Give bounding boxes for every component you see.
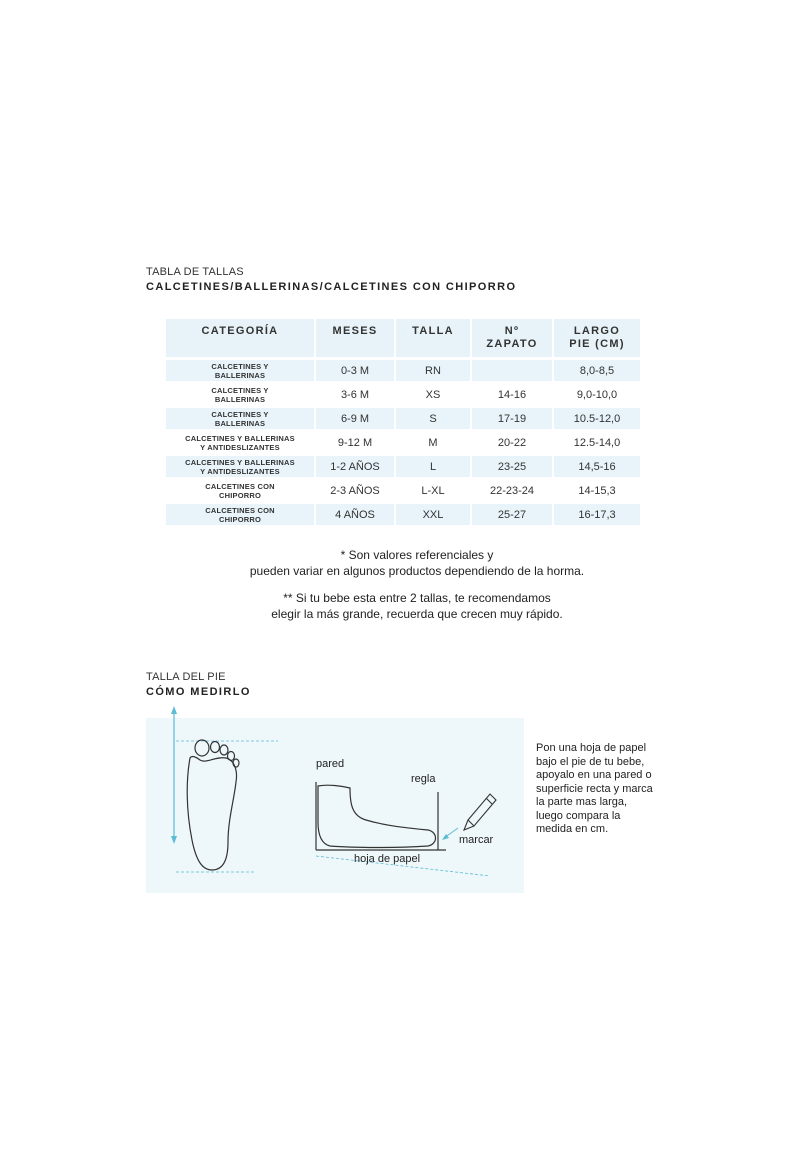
table-row — [166, 408, 640, 429]
cell-largo: 14-15,3 — [552, 480, 640, 501]
cell-categoria: CALCETINES Y BALLERINAS — [166, 384, 314, 405]
cell-zapato — [470, 360, 552, 381]
cell-zapato: 22-23-24 — [470, 480, 552, 501]
cell-largo: 8,0-8,5 — [552, 360, 640, 381]
cell-talla: S — [394, 408, 470, 429]
size-table-header — [166, 319, 640, 357]
cell-largo: 10.5-12,0 — [552, 408, 640, 429]
mark-arrow-icon — [442, 828, 458, 840]
cell-meses: 3-6 M — [314, 384, 394, 405]
header-largo-pie: LARGO PIE (CM) — [552, 319, 640, 357]
cell-meses: 6-9 M — [314, 408, 394, 429]
measure-instructions: Pon una hoja de papel bajo el pie de tu bebe, apoyalo en una pared o superficie recta y marca la parte mas larga, luego compara la medida en cm. — [536, 742, 653, 835]
cell-largo: 14,5-16 — [552, 456, 640, 477]
footprint-icon — [187, 740, 239, 870]
cell-categoria: CALCETINES CON CHIPORRO — [166, 480, 314, 501]
note-entre-tallas — [170, 590, 664, 622]
cell-meses: 0-3 M — [314, 360, 394, 381]
cell-zapato: 14-16 — [470, 384, 552, 405]
cell-talla: M — [394, 432, 470, 453]
cell-zapato: 25-27 — [470, 504, 552, 525]
header-meses: MESES — [314, 319, 394, 357]
cell-meses: 9-12 M — [314, 432, 394, 453]
note-line: * Son valores referenciales y — [340, 548, 494, 562]
size-chart-subtitle: TABLA DE TALLAS — [146, 266, 244, 278]
cell-largo: 12.5-14,0 — [552, 432, 640, 453]
cell-categoria: CALCETINES Y BALLERINAS Y ANTIDESLIZANTES — [166, 456, 314, 477]
measure-title: CÓMO MEDIRLO — [146, 686, 251, 698]
header-talla: TALLA — [394, 319, 470, 357]
cell-zapato: 23-25 — [470, 456, 552, 477]
cell-zapato: 17-19 — [470, 408, 552, 429]
cell-talla: L — [394, 456, 470, 477]
table-row — [166, 480, 640, 501]
cell-zapato: 20-22 — [470, 432, 552, 453]
foot-diagram-illustration — [146, 700, 526, 900]
table-row — [166, 432, 640, 453]
cell-categoria: CALCETINES Y BALLERINAS Y ANTIDESLIZANTES — [166, 432, 314, 453]
cell-largo: 16-17,3 — [552, 504, 640, 525]
note-referencial — [170, 547, 664, 579]
cell-meses: 1-2 AÑOS — [314, 456, 394, 477]
cell-categoria: CALCETINES Y BALLERINAS — [166, 360, 314, 381]
table-row — [166, 360, 640, 381]
header-zapato: Nº ZAPATO — [470, 319, 552, 357]
cell-meses: 4 AÑOS — [314, 504, 394, 525]
table-row — [166, 456, 640, 477]
measure-subtitle: TALLA DEL PIE — [146, 671, 226, 683]
note-line: pueden variar en algunos productos dependiendo de la horma. — [249, 564, 585, 578]
note-line: elegir la más grande, recuerda que crecen muy rápido. — [271, 607, 563, 621]
cell-categoria: CALCETINES CON CHIPORRO — [166, 504, 314, 525]
header-categoria: CATEGORÍA — [166, 319, 314, 357]
cell-talla: L-XL — [394, 480, 470, 501]
length-arrow-icon — [171, 706, 177, 844]
size-table — [166, 316, 640, 528]
side-view-foot-icon — [316, 782, 446, 850]
table-row — [166, 384, 640, 405]
label-regla: regla — [411, 773, 436, 785]
cell-largo: 9,0-10,0 — [552, 384, 640, 405]
label-marcar: marcar — [459, 834, 494, 846]
note-line: ** Si tu bebe esta entre 2 tallas, te recomendamos — [283, 591, 551, 605]
pencil-icon — [464, 794, 496, 830]
cell-categoria: CALCETINES Y BALLERINAS — [166, 408, 314, 429]
cell-talla: XXL — [394, 504, 470, 525]
cell-talla: RN — [394, 360, 470, 381]
cell-meses: 2-3 AÑOS — [314, 480, 394, 501]
size-chart-title: CALCETINES/BALLERINAS/CALCETINES CON CHIPORRO — [146, 281, 517, 293]
label-hoja-de-papel: hoja de papel — [354, 853, 421, 865]
label-pared: pared — [316, 758, 345, 770]
cell-talla: XS — [394, 384, 470, 405]
table-row — [166, 504, 640, 525]
